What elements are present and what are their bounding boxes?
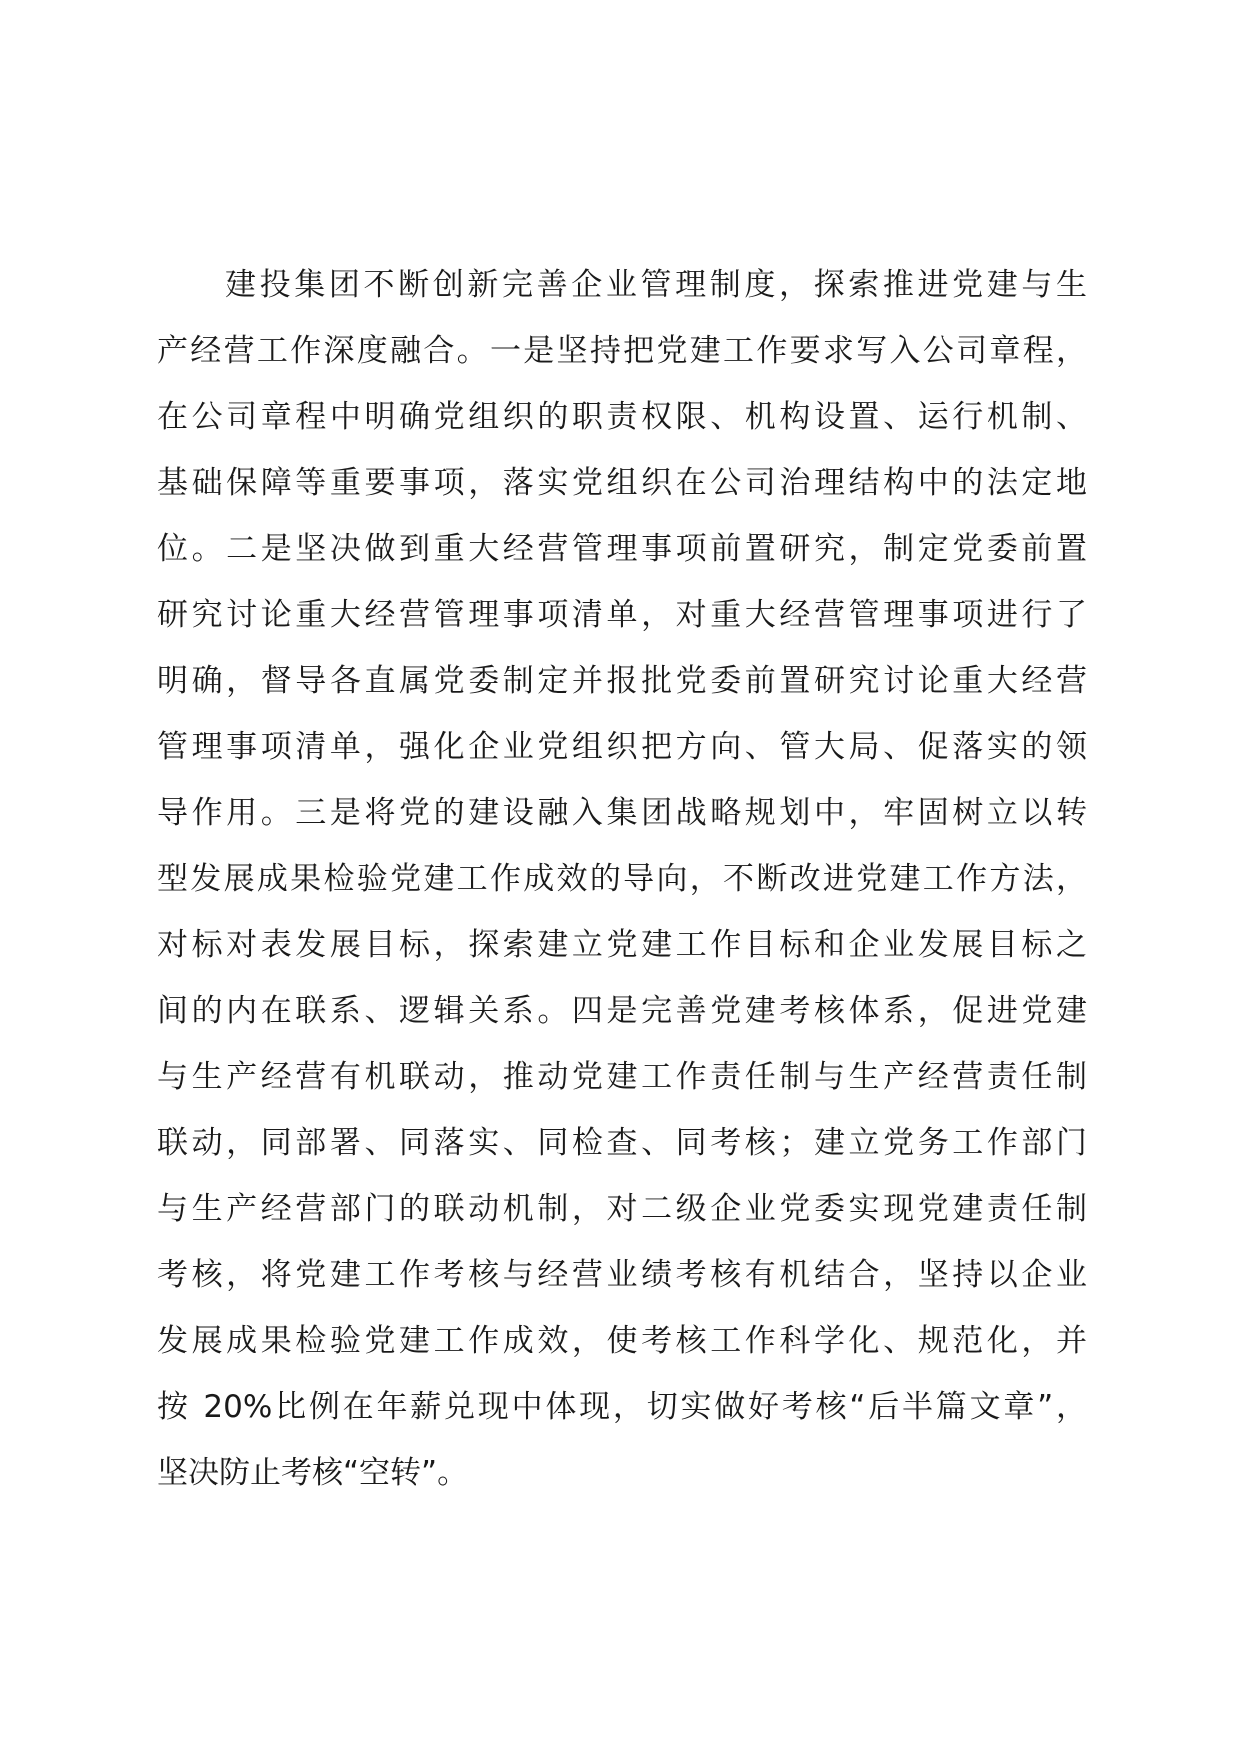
paragraph-line-11: 对标对表发展目标，探索建立党建工作目标和企业发展目标之 [157, 927, 1087, 963]
paragraph-line-6: 研究讨论重大经营管理事项清单，对重大经营管理事项进行了 [157, 597, 1087, 633]
paragraph-line-13: 与生产经营有机联动，推动党建工作责任制与生产经营责任制 [157, 1059, 1087, 1095]
paragraph-line-12: 间的内在联系、逻辑关系。四是完善党建考核体系，促进党建 [157, 993, 1087, 1029]
paragraph-line-3: 在公司章程中明确党组织的职责权限、机构设置、运行机制、 [157, 399, 1087, 435]
body-paragraph [157, 252, 1087, 1506]
paragraph-line-4: 基础保障等重要事项，落实党组织在公司治理结构中的法定地 [157, 465, 1087, 501]
paragraph-line-19: 坚决防止考核“空转”。 [157, 1455, 469, 1491]
paragraph-line-17: 发展成果检验党建工作成效，使考核工作科学化、规范化，并 [157, 1323, 1087, 1359]
paragraph-line-10: 型发展成果检验党建工作成效的导向，不断改进党建工作方法， [157, 861, 1087, 897]
paragraph-line-16: 考核，将党建工作考核与经营业绩考核有机结合，坚持以企业 [157, 1257, 1087, 1293]
paragraph-line-7: 明确，督导各直属党委制定并报批党委前置研究讨论重大经营 [157, 663, 1087, 699]
paragraph-line-9: 导作用。三是将党的建设融入集团战略规划中，牢固树立以转 [157, 795, 1087, 831]
paragraph-line-1: 建投集团不断创新完善企业管理制度，探索推进党建与生 [225, 267, 1087, 303]
paragraph-line-14: 联动，同部署、同落实、同检查、同考核；建立党务工作部门 [157, 1125, 1087, 1161]
paragraph-line-2: 产经营工作深度融合。一是坚持把党建工作要求写入公司章程， [157, 333, 1087, 369]
paragraph-line-18: 按 20%比例在年薪兑现中体现，切实做好考核“后半篇文章”， [157, 1389, 1087, 1425]
paragraph-line-15: 与生产经营部门的联动机制，对二级企业党委实现党建责任制 [157, 1191, 1087, 1227]
paragraph-line-5: 位。二是坚决做到重大经营管理事项前置研究，制定党委前置 [157, 531, 1087, 567]
paragraph-line-8: 管理事项清单，强化企业党组织把方向、管大局、促落实的领 [157, 729, 1087, 765]
